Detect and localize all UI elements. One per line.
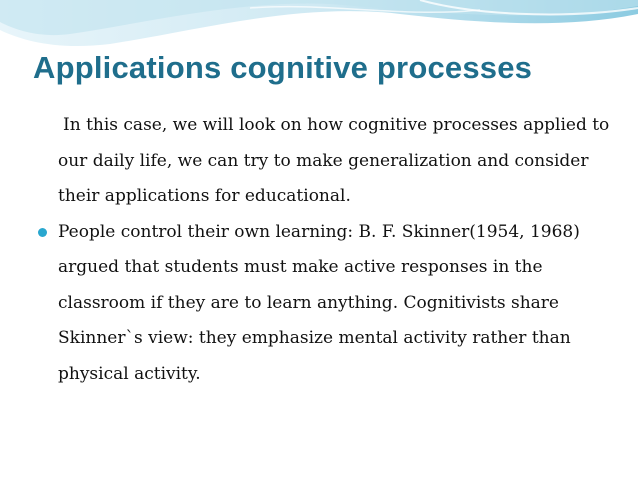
bullet-text: People control their own learning: B. F. Skinner(1954, 1968) argued that students must make active responses in the classroom if they are to learn anything. Cognitivists share Skinner`s view: they emphasize mental activity rather than physical activity. — [58, 221, 580, 384]
intro-paragraph: In this case, we will look on how cognitive processes applied to our daily life, we can try to make generalization and consider their applications for educational. — [58, 115, 610, 206]
slide-body — [38, 108, 628, 392]
bullet-item — [38, 215, 628, 393]
slide-title: Applications cognitive processes — [33, 50, 533, 85]
bullet-icon — [38, 228, 47, 237]
